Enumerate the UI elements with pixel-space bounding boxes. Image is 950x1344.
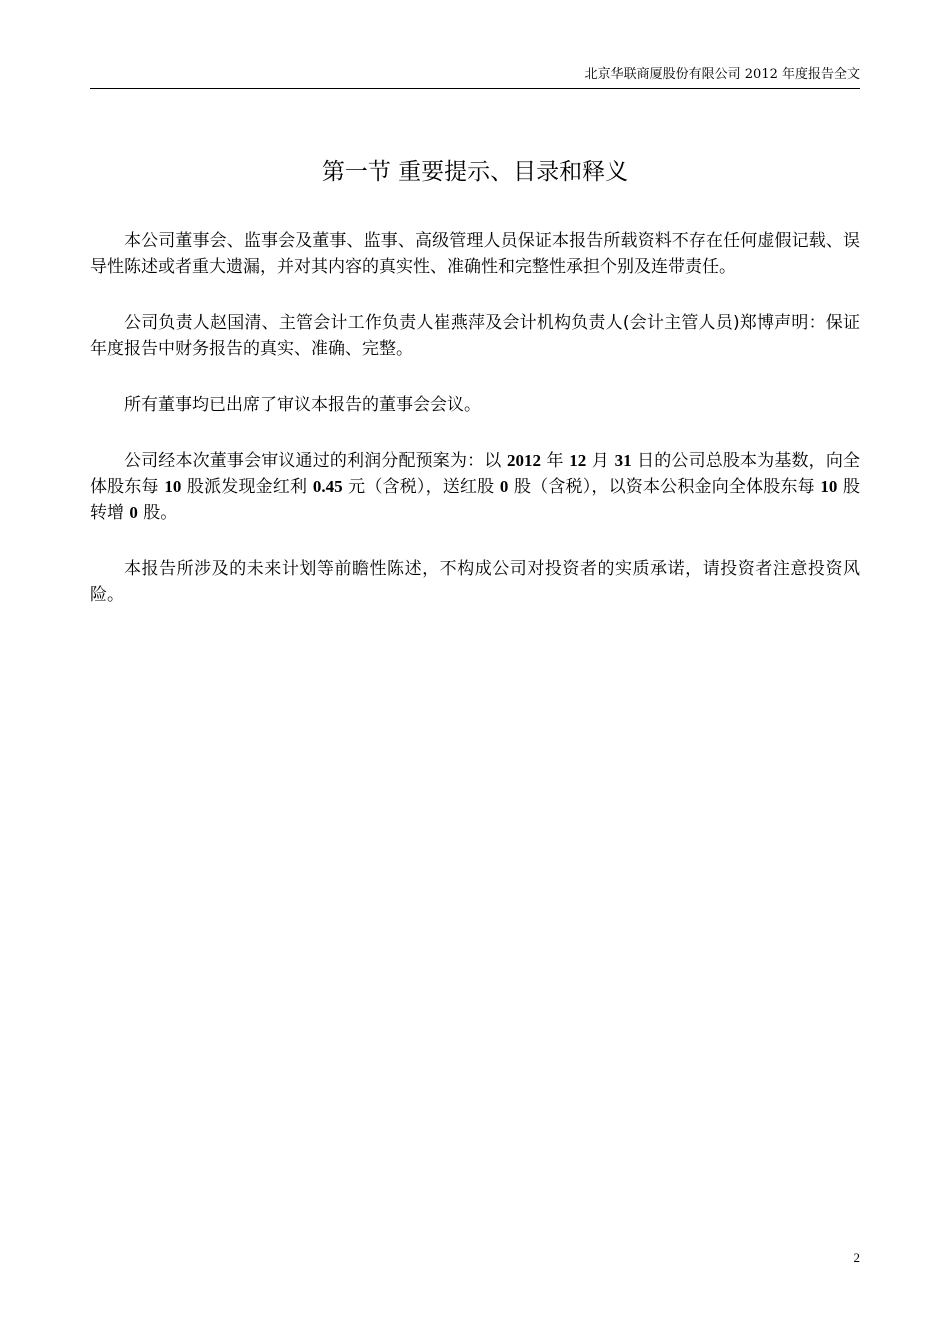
bonus-share-count: 0 xyxy=(499,477,509,496)
date-day: 31 xyxy=(614,451,632,470)
paragraph-directors-attendance: 所有董事均已出席了审议本报告的董事会会议。 xyxy=(124,395,481,415)
paragraph-profit-distribution xyxy=(90,448,860,526)
share-base-count: 10 xyxy=(164,477,182,496)
text-segment: 月 xyxy=(586,451,615,471)
paragraph-board-guarantee: 本公司董事会、监事会及董事、监事、高级管理人员保证本报告所载资料不存在任何虚假记载、误导性陈述或者重大遗漏，并对其内容的真实性、准确性和完整性承担个别及连带责任。 xyxy=(90,231,860,277)
date-year: 2012 xyxy=(507,451,541,470)
text-segment: 股派发现金红利 xyxy=(181,477,313,497)
text-segment: 公司经本次董事会审议通过的利润分配预案为：以 xyxy=(124,451,507,471)
text-segment: 股转增 xyxy=(90,477,861,523)
share-base-count-2: 10 xyxy=(820,477,838,496)
text-segment: 年 xyxy=(541,451,570,471)
paragraph-responsible-persons: 公司负责人赵国清、主管会计工作负责人崔燕萍及会计机构负责人(会计主管人员)郑博声明：保证年度报告中财务报告的真实、准确、完整。 xyxy=(90,313,860,359)
text-segment: 股（含税），以资本公积金向全体股东每 xyxy=(508,477,821,497)
cash-dividend-amount: 0.45 xyxy=(312,477,343,496)
paragraph-forward-looking-statement: 本报告所涉及的未来计划等前瞻性陈述，不构成公司对投资者的实质承诺，请投资者注意投资风险。 xyxy=(90,559,860,605)
text-segment: 股。 xyxy=(137,503,178,523)
transfer-share-count: 0 xyxy=(129,503,138,522)
header-rule xyxy=(90,88,860,89)
date-month: 12 xyxy=(569,451,587,470)
text-segment: 日的公司总股本为基数，向全体股东每 xyxy=(90,451,860,497)
document-body xyxy=(90,228,860,638)
page-number: 2 xyxy=(853,1250,860,1265)
section-title: 第一节 重要提示、目录和释义 xyxy=(321,159,629,185)
running-header: 北京华联商厦股份有限公司 2012 年度报告全文 xyxy=(584,67,860,82)
text-segment: 元（含税），送红股 xyxy=(342,477,500,497)
